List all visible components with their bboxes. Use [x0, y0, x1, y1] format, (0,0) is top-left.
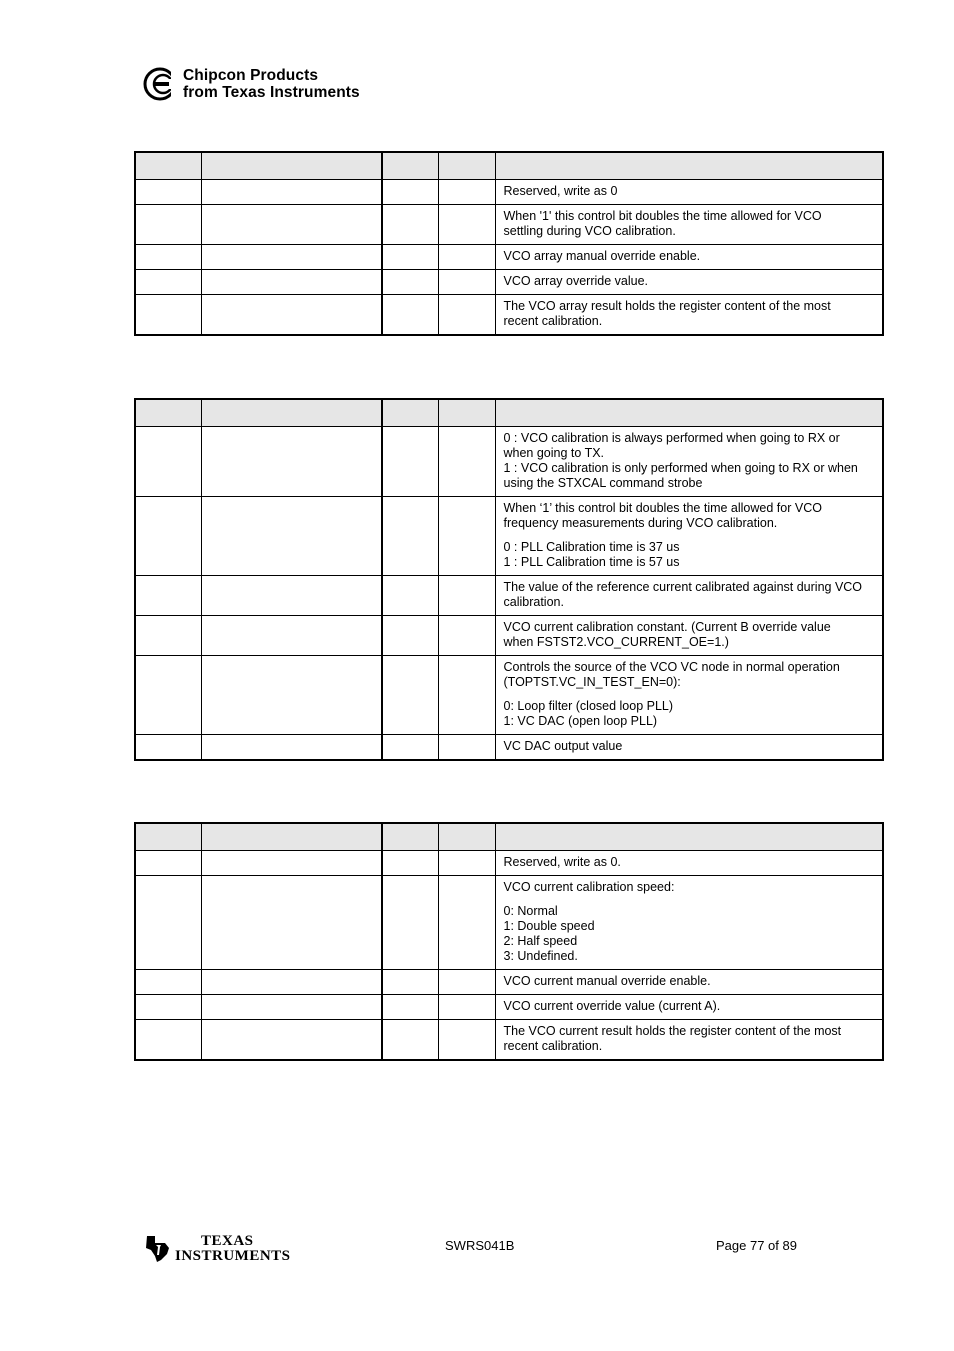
empty-cell — [135, 735, 201, 761]
empty-cell — [382, 180, 438, 205]
header-cell — [495, 399, 883, 427]
empty-cell — [135, 1020, 201, 1061]
header-cell — [382, 399, 438, 427]
empty-cell — [382, 245, 438, 270]
empty-cell — [135, 576, 201, 616]
empty-cell — [201, 876, 382, 970]
empty-cell — [438, 205, 495, 245]
table-row — [135, 576, 883, 616]
empty-cell — [382, 995, 438, 1020]
description-line: Reserved, write as 0. — [503, 855, 621, 869]
empty-cell — [438, 656, 495, 735]
description-line: recent calibration. — [503, 1039, 603, 1053]
empty-cell — [135, 205, 201, 245]
description-cell — [495, 180, 883, 205]
texas-state-icon — [143, 1234, 173, 1264]
header-cell — [438, 152, 495, 180]
table-row — [135, 270, 883, 295]
register-table-2 — [134, 398, 884, 761]
empty-cell — [382, 876, 438, 970]
table-row — [135, 970, 883, 995]
description-line: 1 : PLL Calibration time is 57 us — [503, 555, 680, 569]
description-cell — [495, 995, 883, 1020]
description-line: 1 : VCO calibration is only performed when going to RX or when — [503, 461, 858, 475]
description-line: VCO array manual override enable. — [503, 249, 701, 263]
empty-cell — [201, 656, 382, 735]
empty-cell — [382, 270, 438, 295]
empty-cell — [382, 576, 438, 616]
empty-cell — [135, 876, 201, 970]
header-cell — [135, 152, 201, 180]
empty-cell — [135, 497, 201, 576]
description-line: frequency measurements during VCO calibration. — [503, 516, 778, 530]
description-cell — [495, 245, 883, 270]
description-cell — [495, 576, 883, 616]
table-row — [135, 735, 883, 761]
description-cell — [495, 735, 883, 761]
empty-cell — [438, 245, 495, 270]
register-table-3 — [134, 822, 884, 1061]
description-line: When ‘1’ this control bit doubles the time allowed for VCO — [503, 501, 822, 515]
empty-cell — [438, 576, 495, 616]
table-row — [135, 876, 883, 970]
header-cell — [438, 399, 495, 427]
description-line: Controls the source of the VCO VC node in normal operation — [503, 660, 840, 674]
description-line: VC DAC output value — [503, 739, 623, 753]
empty-cell — [135, 656, 201, 735]
empty-cell — [135, 427, 201, 497]
description-line: VCO current calibration constant. (Current B override value — [503, 620, 831, 634]
table-row — [135, 180, 883, 205]
logo-line-2: from Texas Instruments — [183, 84, 360, 101]
header-cell — [495, 823, 883, 851]
description-line: (TOPTST.VC_IN_TEST_EN=0): — [503, 675, 681, 689]
description-cell — [495, 876, 883, 970]
description-line: VCO current manual override enable. — [503, 974, 711, 988]
description-line: VCO array override value. — [503, 274, 649, 288]
table-header-row — [135, 823, 883, 851]
table-row — [135, 295, 883, 336]
description-line: 1: Double speed — [503, 919, 595, 933]
header-cell — [382, 152, 438, 180]
description-line: calibration. — [503, 595, 564, 609]
empty-cell — [438, 970, 495, 995]
empty-cell — [201, 851, 382, 876]
description-line: 1: VC DAC (open loop PLL) — [503, 714, 658, 728]
empty-cell — [135, 995, 201, 1020]
table-header-row — [135, 152, 883, 180]
empty-cell — [135, 245, 201, 270]
table-row — [135, 995, 883, 1020]
description-line: VCO current calibration speed: — [503, 880, 675, 894]
header-cell — [382, 823, 438, 851]
table-header-row — [135, 399, 883, 427]
empty-cell — [438, 497, 495, 576]
empty-cell — [201, 995, 382, 1020]
empty-cell — [438, 1020, 495, 1061]
table-row — [135, 656, 883, 735]
empty-cell — [382, 970, 438, 995]
empty-cell — [438, 876, 495, 970]
description-cell — [495, 656, 883, 735]
empty-cell — [201, 270, 382, 295]
empty-cell — [382, 205, 438, 245]
description-line: 0 : VCO calibration is always performed when going to RX or — [503, 431, 840, 445]
description-line: The VCO array result holds the register content of the most — [503, 299, 831, 313]
table-row — [135, 427, 883, 497]
description-line: settling during VCO calibration. — [503, 224, 676, 238]
empty-cell — [438, 735, 495, 761]
empty-cell — [135, 295, 201, 336]
empty-cell — [382, 851, 438, 876]
header-cell — [438, 823, 495, 851]
register-table-1 — [134, 151, 884, 336]
description-line: 3: Undefined. — [503, 949, 578, 963]
empty-cell — [201, 427, 382, 497]
page-number: Page 77 of 89 — [716, 1238, 797, 1253]
empty-cell — [201, 205, 382, 245]
description-cell — [495, 851, 883, 876]
description-cell — [495, 427, 883, 497]
description-line: when going to TX. — [503, 446, 605, 460]
document-id: SWRS041B — [445, 1238, 515, 1253]
chipcon-logo-icon — [143, 66, 177, 102]
description-line: Reserved, write as 0 — [503, 184, 618, 198]
empty-cell — [201, 180, 382, 205]
description-cell — [495, 295, 883, 336]
description-cell — [495, 1020, 883, 1061]
description-line: The value of the reference current calibrated against during VCO — [503, 580, 863, 594]
empty-cell — [201, 497, 382, 576]
description-line: The VCO current result holds the register content of the most — [503, 1024, 842, 1038]
empty-cell — [201, 970, 382, 995]
logo-line-1: Chipcon Products — [183, 67, 319, 84]
description-cell — [495, 497, 883, 576]
description-line: 0 : PLL Calibration time is 37 us — [503, 540, 680, 554]
header-cell — [201, 152, 382, 180]
empty-cell — [201, 1020, 382, 1061]
empty-cell — [382, 427, 438, 497]
empty-cell — [382, 1020, 438, 1061]
header-cell — [135, 823, 201, 851]
description-line: When '1' this control bit doubles the time allowed for VCO — [503, 209, 822, 223]
description-line: recent calibration. — [503, 314, 603, 328]
description-line: VCO current override value (current A). — [503, 999, 721, 1013]
empty-cell — [135, 970, 201, 995]
table-row — [135, 497, 883, 576]
empty-cell — [438, 295, 495, 336]
table-row — [135, 851, 883, 876]
ti-logo — [143, 1234, 291, 1264]
header-cell — [201, 399, 382, 427]
empty-cell — [438, 616, 495, 656]
empty-cell — [135, 851, 201, 876]
empty-cell — [438, 427, 495, 497]
empty-cell — [438, 270, 495, 295]
empty-cell — [382, 295, 438, 336]
table-row — [135, 1020, 883, 1061]
ti-logo-line-2: INSTRUMENTS — [175, 1248, 291, 1264]
description-line: 0: Normal — [503, 904, 558, 918]
empty-cell — [201, 616, 382, 656]
header-cell — [135, 399, 201, 427]
ti-logo-line-1: TEXAS — [201, 1233, 254, 1249]
empty-cell — [201, 295, 382, 336]
description-cell — [495, 616, 883, 656]
empty-cell — [382, 735, 438, 761]
description-cell — [495, 270, 883, 295]
empty-cell — [382, 656, 438, 735]
chipcon-logo — [143, 66, 360, 102]
table-row — [135, 245, 883, 270]
table-row — [135, 616, 883, 656]
empty-cell — [438, 180, 495, 205]
empty-cell — [135, 180, 201, 205]
empty-cell — [201, 735, 382, 761]
description-line: 2: Half speed — [503, 934, 578, 948]
description-line: using the STXCAL command strobe — [503, 476, 703, 490]
header-cell — [201, 823, 382, 851]
empty-cell — [382, 497, 438, 576]
description-line: 0: Loop filter (closed loop PLL) — [503, 699, 674, 713]
empty-cell — [438, 851, 495, 876]
empty-cell — [201, 245, 382, 270]
table-row — [135, 205, 883, 245]
description-line: when FSTST2.VCO_CURRENT_OE=1.) — [503, 635, 729, 649]
empty-cell — [135, 616, 201, 656]
header-cell — [495, 152, 883, 180]
empty-cell — [135, 270, 201, 295]
empty-cell — [201, 576, 382, 616]
description-cell — [495, 970, 883, 995]
empty-cell — [382, 616, 438, 656]
description-cell — [495, 205, 883, 245]
empty-cell — [438, 995, 495, 1020]
